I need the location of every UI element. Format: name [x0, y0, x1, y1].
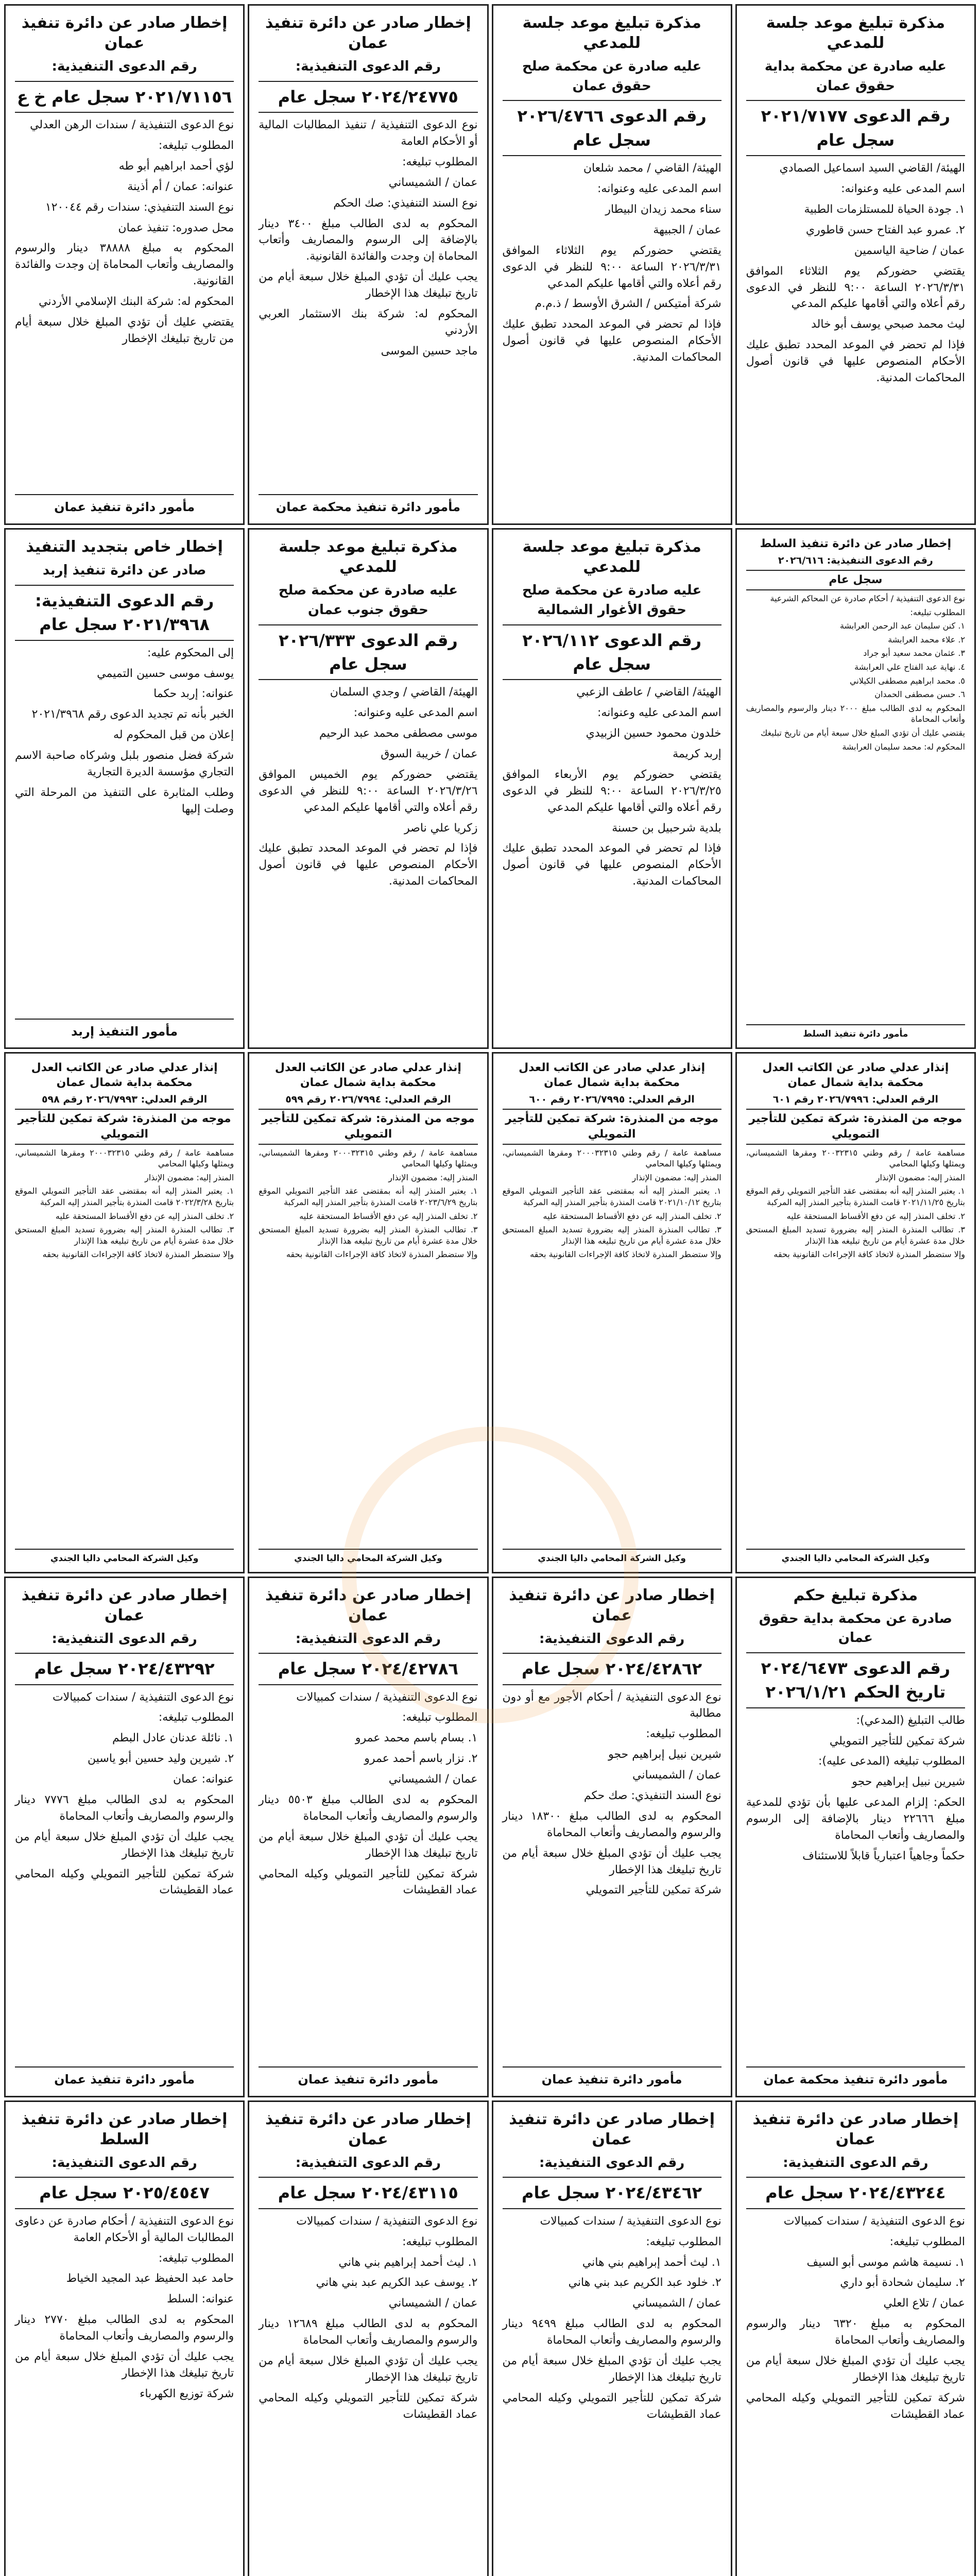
notice-block — [4, 528, 245, 1049]
notice-subtitle: صادرة عن محكمة بداية حقوق عمان — [759, 1611, 953, 1646]
notice-line: ٣. تطالب المنذرة المنذر إليه بضرورة تسديد المبلغ المستحق خلال مدة عشرة أيام من تاريخ تبليغه هذا الإنذار — [502, 1225, 721, 1246]
notice-block — [248, 1052, 488, 1573]
notice-line: وطلب المثابرة على التنفيذ من المرحلة التي وصلت إليها — [15, 786, 234, 816]
notice-block — [492, 528, 732, 1049]
notice-subtitle: عليه صادرة عن محكمة صلح حقوق الأغوار الشمالية — [522, 583, 702, 618]
notice-line: يوسف موسى حسين التميمي — [97, 667, 234, 680]
notice-subtitle: رقم الدعوى التنفيذية: — [539, 2155, 685, 2171]
notice-line: المطلوب تبليغه (المدعى عليه): — [818, 1755, 965, 1768]
notice-line: المطلوب تبليغه: — [646, 2235, 721, 2248]
notice-line: ٣. تطالب المنذرة المنذر إليه بضرورة تسديد المبلغ المستحق خلال مدة عشرة أيام من تاريخ تبليغه هذا الإنذار — [15, 1225, 234, 1246]
notice-footer: وكيل الشركة المحامي داليا الجندي — [15, 1549, 234, 1565]
notice-line: عمان / تلاع العلي — [883, 2297, 965, 2310]
notice-line: يقتضي حضوركم يوم الخميس الموافق ٢٠٢٦/٣/٢٦ الساعة ٩:٠٠ للنظر في الدعوى رقم أعلاه والتي أقامها عليكم المدعي — [259, 768, 478, 814]
notice-line: المنذر إليه: مضمون الإنذار — [145, 1172, 234, 1182]
notice-line: شركة أمتيكس / الشرق الأوسط / ذ.م.م — [535, 297, 721, 311]
notice-line: عمان / الجبيهة — [653, 223, 721, 236]
notice-line: نوع الدعوى التنفيذية / سندات كمبيالات — [296, 1690, 478, 1704]
notice-line: المحكوم به مبلغ ٦٣٢٠ دينار والرسوم والمصاريف وأتعاب المحاماة — [746, 2317, 965, 2347]
notice-line: شركة تمكين للتأجير التمويلي وكيله المحامي عماد القطيشات — [502, 2391, 721, 2421]
notice-line: اسم المدعى عليه وعنوانه: — [597, 706, 721, 720]
notice-line: نوع الدعوى التنفيذية / تنفيذ المطالبات المالية أو الأحكام العامة — [259, 118, 478, 148]
notice-block — [735, 528, 976, 1049]
notice-line: طالب التبليغ (المدعي): — [856, 1714, 965, 1727]
notice-line: ٢. نزار باسم أحمد عمرو — [364, 1752, 478, 1766]
notice-line: اسم المدعى عليه وعنوانه: — [597, 182, 721, 196]
notice-footer: وكيل الشركة المحامي داليا الجندي — [259, 1549, 477, 1565]
notice-case-number: رقم الدعوى ٢٠٢٦/٤٧٦٦ سجل عام — [503, 100, 721, 156]
notice-line: شركة تمكين للتأجير التمويلي — [586, 1884, 721, 1897]
notice-line: مساهمة عامة / رقم وطني ٢٠٠٠٣٢٣١٥ ومقرها الشميساني، ويمثلها وكيلها المحامي — [15, 1147, 234, 1169]
notice-line: بلدية شرحبيل بن حسنة — [612, 821, 721, 835]
notice-line: يجب عليك أن تؤدي المبلغ خلال سبعة أيام من تاريخ تبليغك هذا الإخطار — [15, 2350, 234, 2380]
notice-title: إنذار عدلي صادر عن الكاتب العدل محكمة بداية شمال عمان — [31, 1061, 218, 1089]
notice-block — [248, 528, 488, 1049]
notice-line: عنوانه: إربد حكما — [153, 687, 234, 701]
notice-line: المطلوب تبليغه: — [646, 1727, 721, 1741]
notice-subtitle: رقم الدعوى التنفيذية: — [783, 2155, 929, 2171]
notice-case-number: ٢٠٢٥/٤٥٤٧ سجل عام — [15, 2177, 234, 2209]
notice-line: المحكوم به لدى الطالب مبلغ ٥٥٠٣ دينار والرسوم والمصاريف وأتعاب المحاماة — [259, 1793, 478, 1823]
notice-line: المحكوم به لدى الطالب مبلغ ١٢٦٨٩ دينار والرسوم والمصاريف وأتعاب المحاماة — [259, 2317, 478, 2347]
notice-line: حكماً وجاهياً اعتبارياً قابلاً للاستئناف — [802, 1849, 965, 1862]
notice-line: ١. يعتبر المنذر إليه أنه بمقتضى عقد التأجير التمويلي رقم الموقع بتاريخ ٢٠٢١/١١/٢٥ قامت المنذرة بتأجير المنذر إليه المركبة — [746, 1186, 965, 1207]
notice-line: ماجد حسين الموسى — [381, 344, 478, 358]
notice-line: ١. ليث أحمد إبراهيم بني هاني — [338, 2256, 478, 2269]
notice-title: إخطار صادر عن دائرة تنفيذ عمان — [265, 1586, 471, 1624]
notice-line: ٢. تخلف المنذر إليه عن دفع الأقساط المستحقة عليه — [786, 1211, 965, 1221]
notice-case-number: ٢٠٢٤/٤٣٤٦٢ سجل عام — [503, 2177, 721, 2209]
notice-line: المطلوب تبليغه: — [158, 139, 234, 152]
notice-line: عمان / الشميساني — [388, 2297, 478, 2310]
notice-line: ٢. علاء محمد العرابشة — [888, 634, 965, 645]
notice-block — [4, 4, 245, 525]
notice-line: زكريا علي ناصر — [404, 821, 478, 835]
notice-line: يقتضي عليك أن تؤدي المبلغ خلال سبعة أيام من تاريخ تبليغك — [761, 728, 965, 738]
notice-block — [492, 2100, 732, 2576]
notice-line: إلى المحكوم عليه: — [147, 646, 234, 659]
notice-line: خلدون محمود حسين الزبيدي — [586, 727, 721, 740]
notice-line: يقتضي حضوركم يوم الأربعاء الموافق ٢٠٢٦/٣/٢٥ الساعة ٩:٠٠ للنظر في الدعوى رقم أعلاه والتي أقامها عليكم المدعي — [502, 768, 721, 814]
notice-line: ٢. تخلف المنذر إليه عن دفع الأقساط المستحقة عليه — [55, 1211, 234, 1221]
notice-line: شركة تمكين للتأجير التمويلي وكيله المحامي عماد القطيشات — [15, 1867, 234, 1897]
notice-subtitle: عليه صادرة عن محكمة صلح حقوق عمان — [522, 59, 702, 94]
notice-line: شركة تمكين للتأجير التمويلي وكيله المحامي عماد القطيشات — [746, 2391, 965, 2421]
notice-line: يجب عليك أن تؤدي المبلغ خلال سبعة أيام من تاريخ تبليغك هذا الإخطار — [15, 1830, 234, 1860]
notice-line: المحكوم به لدى الطالب مبلغ ٢٧٧٠ دينار والرسوم والمصاريف وأتعاب المحاماة — [15, 2313, 234, 2343]
notice-case-number: رقم الدعوى ٢٠٢٤/٦٤٧٣ تاريخ الحكم ٢٠٢٦/١/٢١ — [746, 1652, 965, 1708]
notice-subtitle: الرقم العدلي: ٢٠٢٦/٧٩٩٤ رقم ٥٩٩ — [285, 1093, 451, 1105]
notice-line: يجب عليك أن تؤدي المبلغ خلال سبعة أيام من تاريخ تبليغك هذا الإخطار — [259, 1830, 478, 1860]
notice-line: يجب عليك أن تؤدي المبلغ خلال سبعة أيام من تاريخ تبليغك هذا الإخطار — [502, 2354, 721, 2384]
notice-line: المنذر إليه: مضمون الإنذار — [632, 1172, 721, 1182]
notice-subtitle: رقم الدعوى التنفيذية: — [295, 59, 441, 74]
notice-line: ٢. خلود عبد الكريم عبد بني هاني — [568, 2276, 721, 2290]
notice-line: نوع الدعوى التنفيذية / سندات كمبيالات — [296, 2214, 478, 2228]
notice-line: شركة تمكين للتأجير التمويلي وكيله المحامي عماد القطيشات — [259, 2391, 478, 2421]
notice-subtitle: رقم الدعوى التنفيذية: — [295, 1631, 441, 1647]
notice-block — [248, 1577, 488, 2097]
notice-line: موسى مصطفى محمد عبد الرحيم — [319, 727, 478, 740]
notice-line: المحكوم به لدى الطالب مبلغ ٧٧٧٦ دينار والرسوم والمصاريف وأتعاب المحاماة — [15, 1793, 234, 1823]
notice-case-number: موجه من المنذرة: شركة تمكين للتأجير التمويلي — [15, 1109, 234, 1144]
notice-line: ١. كنن سليمان عبد الرحمن العرابشة — [840, 621, 965, 631]
notice-line: ١. يعتبر المنذر إليه أنه بمقتضى عقد التأجير التمويلي الموقع بتاريخ ٢٠٢٣/٦/٢٩ قامت المنذرة بتأجير المنذر إليه المركبة — [259, 1186, 478, 1207]
notice-line: لؤي أحمد ابراهيم أبو طه — [118, 159, 234, 173]
notice-line: ١. يعتبر المنذر إليه أنه بمقتضى عقد التأجير التمويلي الموقع بتاريخ ٢٠٢١/١٠/١٢ قامت المنذرة بتأجير المنذر إليه المركبة — [502, 1186, 721, 1207]
notice-line: يجب عليك أن تؤدي المبلغ خلال سبعة أيام من تاريخ تبليغك هذا الإخطار — [259, 2354, 478, 2384]
notice-footer: مأمور دائرة تنفيذ السلط — [746, 1024, 965, 1040]
notice-footer: مأمور دائرة تنفيذ عمان — [15, 2066, 234, 2089]
notice-line: ٢. عمرو عبد الفتاح حسن قاطوري — [805, 223, 965, 236]
notice-line: فإذا لم تحضر في الموعد المحدد تطبق عليك الأحكام المنصوص عليها في قانون أصول المحاكمات المدنية. — [746, 338, 965, 384]
notice-case-number: ٢٠٢٤/٤٣٢٩٢ سجل عام — [15, 1653, 234, 1685]
notice-line: نوع الدعوى التنفيذية / سندات الرهن العدلي — [30, 118, 234, 132]
notice-line: المحكوم له: شركة بنك الاستثمار العربي الأردني — [259, 307, 478, 337]
notice-line: ٢. شيرين وليد حسين أبو ياسين — [88, 1752, 234, 1766]
notice-line: ١. نسيمة هاشم موسى أبو السيف — [806, 2256, 965, 2269]
notice-title: مذكرة تبليغ موعد جلسة للمدعي — [279, 538, 458, 577]
notice-subtitle: رقم الدعوى التنفيذية: — [539, 1631, 685, 1647]
notice-case-number: موجه من المنذرة: شركة تمكين للتأجير التمويلي — [259, 1109, 477, 1144]
notice-line: يجب عليك أن تؤدي المبلغ خلال سبعة أيام من تاريخ تبليغك هذا الإخطار — [746, 2354, 965, 2384]
notice-case-number: ٢٠٢٤/٤٣١١٥ سجل عام — [259, 2177, 477, 2209]
notice-line: اسم المدعى عليه وعنوانه: — [841, 182, 965, 196]
notice-block — [4, 1052, 245, 1573]
notice-line: يقتضي حضوركم يوم الثلاثاء الموافق ٢٠٢٦/٣/٣١ الساعة ٩:٠٠ للنظر في الدعوى رقم أعلاه والتي أقامها عليكم المدعي — [746, 264, 965, 311]
notice-line: المنذر إليه: مضمون الإنذار — [388, 1172, 478, 1182]
notice-line: المحكوم به لدى الطالب مبلغ ١٨٣٠٠ دينار والرسوم والمصاريف وأتعاب المحاماة — [502, 1809, 721, 1839]
notice-footer: مأمور دائرة تنفيذ عمان — [259, 2066, 477, 2089]
notice-subtitle: الرقم العدلي: ٢٠٢٦/٧٩٩٣ رقم ٥٩٨ — [41, 1093, 208, 1105]
notice-line: ٤. نهاية عبد الفتاح علي العرابشة — [854, 662, 965, 672]
notice-case-number: موجه من المنذرة: شركة تمكين للتأجير التمويلي — [746, 1109, 965, 1144]
notice-footer: وكيل الشركة المحامي داليا الجندي — [503, 1549, 721, 1565]
notice-block — [735, 4, 976, 525]
notice-line: عمان / الشميساني — [632, 1769, 721, 1782]
notice-line: المطلوب تبليغه: — [402, 1711, 478, 1724]
notice-line: المطلوب تبليغه: — [158, 2251, 234, 2265]
notice-line: نوع الدعوى التنفيذية / سندات كمبيالات — [783, 2214, 965, 2228]
notice-line: نوع السند التنفيذي: سندات رقم ١٢٠٠٤٤ — [45, 200, 234, 214]
notice-line: إعلان من قبل المحكوم له — [113, 728, 234, 742]
notice-block — [735, 2100, 976, 2576]
notice-title: مذكرة تبليغ حكم — [793, 1586, 918, 1604]
notice-line: عمان / الشميساني — [632, 2297, 721, 2310]
notice-line: فإذا لم تحضر في الموعد المحدد تطبق عليك الأحكام المنصوص عليها في قانون أصول المحاكمات المدنية. — [259, 842, 478, 888]
notice-line: المحكوم به مبلغ ٣٨٨٨٨ دينار والرسوم والمصاريف وأتعاب المحاماة إن وجدت والفائدة القانونية. — [15, 242, 234, 288]
notice-line: نوع الدعوى التنفيذية / أحكام الأجور مع أو دون مطالبة — [502, 1690, 721, 1720]
notice-line: مساهمة عامة / رقم وطني ٢٠٠٠٣٢٣١٥ ومقرها الشميساني، ويمثلها وكيلها المحامي — [259, 1147, 478, 1169]
notice-line: المطلوب تبليغه: — [158, 1711, 234, 1724]
notice-line: وإلا ستضطر المنذرة لاتخاذ كافة الإجراءات القانونية بحقه — [530, 1249, 721, 1260]
notice-line: يجب عليك أن تؤدي المبلغ خلال سبعة أيام من تاريخ تبليغك هذا الإخطار — [259, 270, 478, 300]
notice-line: وإلا ستضطر المنذرة لاتخاذ كافة الإجراءات القانونية بحقه — [42, 1249, 234, 1260]
notice-case-number: رقم الدعوى التنفيذية: ٢٠٢١/٣٩٦٨ سجل عام — [15, 585, 234, 641]
notice-case-number: سجل عام — [746, 570, 965, 590]
notice-line: نوع الدعوى التنفيذية / أحكام صادرة عن دعاوى المطالبات المالية أو الأحكام العامة — [15, 2214, 234, 2244]
notice-line: ٢. يوسف عبد الكريم عبد بني هاني — [316, 2276, 478, 2290]
notice-line: المطلوب تبليغه: — [402, 155, 478, 168]
notice-subtitle: رقم الدعوى التنفيذية: ٢٠٢٦/٦١٦ — [778, 554, 933, 566]
notice-block — [248, 2100, 488, 2576]
notice-title: إخطار صادر عن دائرة تنفيذ عمان — [265, 2110, 471, 2148]
notice-block — [248, 4, 488, 525]
notice-block — [735, 1577, 976, 2097]
notice-line: يقتضي عليك أن تؤدي المبلغ خلال سبعة أيام من تاريخ تبليغك الإخطار — [15, 315, 234, 345]
notice-line: نوع الدعوى التنفيذية / سندات كمبيالات — [540, 2214, 721, 2228]
notice-case-number: ٢٠٢٤/٤٢٧٨٦ سجل عام — [259, 1653, 477, 1685]
notice-case-number: رقم الدعوى ٢٠٢٦/٣٣٣ سجل عام — [259, 624, 477, 681]
notice-block — [735, 1052, 976, 1573]
notice-subtitle: الرقم العدلي: ٢٠٢٦/٧٩٩٥ رقم ٦٠٠ — [529, 1093, 695, 1105]
notice-line: يقتضي حضوركم يوم الثلاثاء الموافق ٢٠٢٦/٣/٣١ الساعة ٩:٠٠ للنظر في الدعوى رقم أعلاه والتي أقامها عليكم المدعي — [502, 244, 721, 290]
notice-title: إخطار خاص بتجديد التنفيذ — [26, 538, 223, 556]
notice-line: الهيئة/ القاضي / محمد شلعان — [583, 162, 721, 175]
notice-title: إخطار صادر عن دائرة تنفيذ السلط — [21, 2110, 228, 2148]
notice-title: مذكرة تبليغ موعد جلسة للمدعي — [766, 14, 945, 52]
notice-line: عنوانه: السلط — [167, 2293, 234, 2306]
notice-line: عمان / خريبة السوق — [381, 747, 478, 760]
notice-line: شيرين نبيل إبراهيم حجو — [852, 1775, 965, 1789]
notice-line: الحكم: إلزام المدعى عليها بأن تؤدي للمدعية مبلغ ٢٢٦٦٦ دينار بالإضافة إلى الرسوم والمصاريف وأتعاب المحاماة — [746, 1796, 965, 1842]
notice-line: ٣. عثمان محمد سعيد أبو جراد — [863, 648, 965, 658]
notice-line: نوع السند التنفيذي: صك الحكم — [333, 196, 478, 210]
notice-title: إخطار صادر عن دائرة تنفيذ السلط — [760, 537, 952, 551]
notice-case-number: رقم الدعوى ٢٠٢١/٧١٧٧ سجل عام — [746, 100, 965, 156]
notice-line: الخبر بأنه تم تجديد الدعوى رقم ٢٠٢١/٣٩٦٨ — [31, 708, 234, 721]
notice-block — [492, 1577, 732, 2097]
notice-line: المطلوب تبليغه: — [402, 2235, 478, 2248]
notice-line: ٦. حسن مصطفى الحمدان — [874, 689, 965, 700]
notice-line: حامد عبد الحفيظ عبد المجيد الخياط — [66, 2272, 234, 2285]
notice-line: المحكوم له: شركة البنك الإسلامي الأردني — [39, 295, 234, 309]
notice-line: يجب عليك أن تؤدي المبلغ خلال سبعة أيام من تاريخ تبليغك هذا الإخطار — [502, 1846, 721, 1876]
notice-line: اسم المدعى عليه وعنوانه: — [353, 706, 478, 720]
notice-title: إخطار صادر عن دائرة تنفيذ عمان — [509, 2110, 715, 2148]
notice-title: مذكرة تبليغ موعد جلسة للمدعي — [522, 14, 701, 52]
notice-line: شركة توزيع الكهرباء — [140, 2387, 234, 2400]
notice-block — [492, 4, 732, 525]
notice-line: المحكوم به لدى الطالب مبلغ ٣٤٠٠ دينار بالإضافة إلى الرسوم والمصاريف وأتعاب المحاماة إن وجدت والفائدة القانونية. — [259, 217, 478, 263]
notice-line: ١. بسام باسم محمد عمرو — [355, 1732, 478, 1745]
notice-line: شركة تمكين للتأجير التمويلي وكيله المحامي عماد القطيشات — [259, 1867, 478, 1897]
notice-line: مساهمة عامة / رقم وطني ٢٠٠٣٢٣١٥ ومقرها الشميساني، ويمثلها وكيلها المحامي — [746, 1147, 965, 1169]
notice-line: ٣. تطالب المنذرة المنذر إليه بضرورة تسديد المبلغ المستحق خلال مدة عشرة أيام من تاريخ تبليغه هذا الإنذار — [746, 1225, 965, 1246]
notice-title: إنذار عدلي صادر عن الكاتب العدل محكمة بداية شمال عمان — [762, 1061, 949, 1089]
notice-subtitle: رقم الدعوى التنفيذية: — [51, 1631, 197, 1647]
notice-line: ٢. تخلف المنذر إليه عن دفع الأقساط المستحقة عليه — [543, 1211, 721, 1221]
notice-line: المطلوب تبليغه: — [889, 2235, 965, 2248]
notice-line: نوع السند التنفيذي: صك حكم — [583, 1789, 721, 1803]
notice-footer: مأمور التنفيذ إربد — [15, 1019, 234, 1041]
notice-line: ٢. تخلف المنذر إليه عن دفع الأقساط المستحقة عليه — [299, 1211, 478, 1221]
notice-line: ١. جودة الحياة للمستلزمات الطبية — [804, 202, 965, 216]
notice-title: إخطار صادر عن دائرة تنفيذ عمان — [21, 1586, 228, 1624]
notice-subtitle: عليه صادرة عن محكمة بداية حقوق عمان — [764, 59, 947, 94]
notice-footer: مأمور دائرة تنفيذ محكمة عمان — [746, 2066, 965, 2089]
notice-line: عمان / الشميساني — [388, 176, 478, 189]
notice-case-number: ٢٠٢١/٧١١٥٦ سجل عام خ ع — [15, 81, 234, 113]
notice-subtitle: رقم الدعوى التنفيذية: — [51, 59, 197, 74]
notice-line: ١. ليث أحمد إبراهيم بني هاني — [582, 2256, 721, 2269]
notice-line: شيرين نبيل إبراهيم حجو — [608, 1748, 721, 1761]
notice-subtitle: رقم الدعوى التنفيذية: — [295, 2155, 441, 2171]
notice-line: ٥. محمد ابراهيم مصطفى الكيلاني — [850, 675, 965, 686]
notice-title: إنذار عدلي صادر عن الكاتب العدل محكمة بداية شمال عمان — [519, 1061, 706, 1089]
notice-line: وإلا ستضطر المنذرة لاتخاذ كافة الإجراءات القانونية بحقه — [773, 1249, 965, 1260]
notice-line: شركة تمكين للتأجير التمويلي — [829, 1734, 965, 1748]
notice-subtitle: الرقم العدلي: ٢٠٢٦/٧٩٩٦ رقم ٦٠١ — [772, 1093, 939, 1105]
notice-title: إخطار صادر عن دائرة تنفيذ عمان — [752, 2110, 959, 2148]
notice-title: إخطار صادر عن دائرة تنفيذ عمان — [21, 14, 228, 52]
notice-line: وإلا ستضطر المنذرة لاتخاذ كافة الإجراءات القانونية بحقه — [286, 1249, 478, 1260]
notice-subtitle: عليه صادرة عن محكمة صلح حقوق جنوب عمان — [278, 583, 458, 618]
notice-line: محل صدوره: تنفيذ عمان — [118, 221, 234, 234]
notice-line: عنوانه: عمان — [173, 1773, 234, 1786]
notice-title: إنذار عدلي صادر عن الكاتب العدل محكمة بداية شمال عمان — [274, 1061, 461, 1089]
notice-block — [4, 1577, 245, 2097]
notice-case-number: موجه من المنذرة: شركة تمكين للتأجير التمويلي — [503, 1109, 721, 1144]
notice-line: مساهمة عامة / رقم وطني ٢٠٠٠٣٢٣١٥ ومقرها الشميساني، ويمثلها وكيلها المحامي — [502, 1147, 721, 1169]
notice-line: الهيئة/ القاضي / عاطف الزعبي — [576, 686, 721, 699]
notice-line: نوع الدعوى التنفيذية / أحكام صادرة عن المحاكم الشرعية — [770, 594, 965, 604]
notice-line: فإذا لم تحضر في الموعد المحدد تطبق عليك الأحكام المنصوص عليها في قانون أصول المحاكمات المدنية. — [502, 318, 721, 364]
notice-case-number: ٢٠٢٤/٤٢٨٦٢ سجل عام — [503, 1653, 721, 1685]
notice-line: عنوانه: عمان / أم أذينة — [127, 180, 234, 193]
notice-block — [4, 2100, 245, 2576]
notice-title: إخطار صادر عن دائرة تنفيذ عمان — [509, 1586, 715, 1624]
notice-line: ٣. تطالب المنذرة المنذر إليه بضرورة تسديد المبلغ المستحق خلال مدة عشرة أيام من تاريخ تبليغه هذا الإنذار — [259, 1225, 478, 1246]
notice-subtitle: صادر عن دائرة تنفيذ إربد — [42, 563, 207, 579]
notice-line: ٢. سليمان شحادة أبو داري — [840, 2276, 965, 2290]
notice-line: المحكوم له: محمد سليمان العرابشة — [842, 741, 965, 752]
notice-block — [492, 1052, 732, 1573]
notice-case-number: ٢٠٢٤/٤٣٢٤٤ سجل عام — [746, 2177, 965, 2209]
notice-line: الهيئة/ القاضي / وجدي السلمان — [330, 686, 478, 699]
notice-line: عمان / ضاحية الياسمين — [854, 244, 965, 257]
notice-line: المحكوم به لدى الطالب مبلغ ٩٤٩٩ دينار والرسوم والمصاريف وأتعاب المحاماة — [502, 2317, 721, 2347]
notice-footer: مأمور دائرة تنفيذ عمان — [503, 2066, 721, 2089]
notice-line: ١. نائلة عدنان عادل البطم — [112, 1732, 234, 1745]
notice-line: الهيئة/ القاضي السيد اسماعيل الصمادي — [779, 162, 965, 175]
notices-grid — [4, 4, 976, 2576]
notice-line: شركة فضل منصور بلبل وشركاه صاحبة الاسم التجاري مؤسسة الديرة التجارية — [15, 749, 234, 778]
notice-footer: مأمور دائرة تنفيذ محكمة عمان — [259, 494, 477, 516]
notice-line: المطلوب تبليغه: — [910, 607, 965, 617]
notice-line: نوع الدعوى التنفيذية / سندات كمبيالات — [52, 1690, 234, 1704]
notice-line: ليث محمد صبحي يوسف أبو خالد — [811, 318, 965, 331]
notice-title: مذكرة تبليغ موعد جلسة للمدعي — [522, 538, 701, 577]
notice-title: إخطار صادر عن دائرة تنفيذ عمان — [265, 14, 471, 52]
notice-line: إربد كريمة — [673, 747, 721, 760]
notice-line: المنذر إليه: مضمون الإنذار — [875, 1172, 965, 1182]
notice-subtitle: رقم الدعوى التنفيذية: — [51, 2155, 197, 2171]
notice-case-number: ٢٠٢٤/٢٤٧٧٥ سجل عام — [259, 81, 477, 113]
notice-footer: مأمور دائرة تنفيذ عمان — [15, 494, 234, 516]
notice-line: ١. يعتبر المنذر إليه أنه بمقتضى عقد التأجير التمويلي الموقع بتاريخ ٢٠٢٢/٣/٢٨ قامت المنذرة بتأجير المنذر إليه المركبة — [15, 1186, 234, 1207]
notice-footer: وكيل الشركة المحامي داليا الجندي — [746, 1549, 965, 1565]
notice-line: سناء محمد زيدان البيطار — [605, 202, 721, 216]
notice-line: المحكوم به لدى الطالب مبلغ ٢٠٠٠ دينار والرسوم والمصاريف وأتعاب المحاماة — [746, 703, 966, 724]
notice-case-number: رقم الدعوى ٢٠٢٦/١١٢ سجل عام — [503, 624, 721, 681]
notice-line: فإذا لم تحضر في الموعد المحدد تطبق عليك الأحكام المنصوص عليها في قانون أصول المحاكمات المدنية. — [502, 842, 721, 888]
notice-line: عمان / الشميساني — [388, 1773, 478, 1786]
